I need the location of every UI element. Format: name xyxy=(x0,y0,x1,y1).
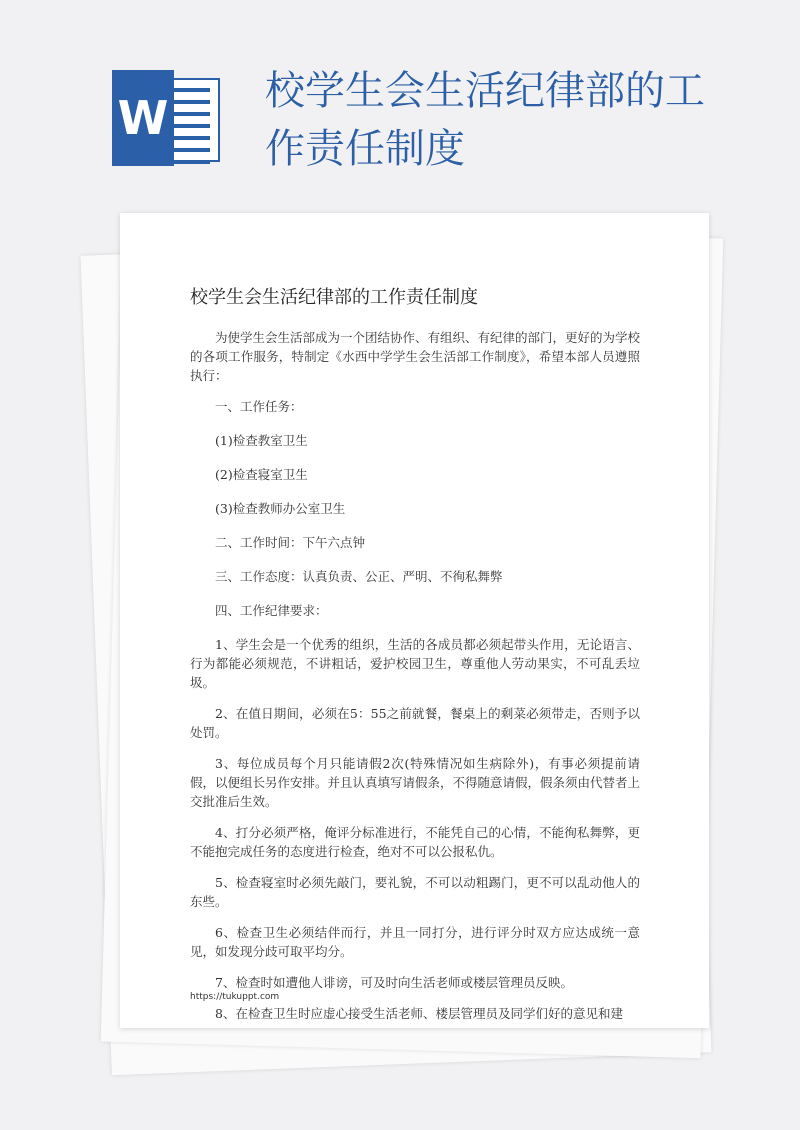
word-logo-letter: W xyxy=(112,70,174,166)
footer-url[interactable]: https://tukuppt.com xyxy=(190,992,280,1002)
paragraph: 1、学生会是一个优秀的组织，生活的各成员都必须起带头作用，无论语言、行为都能必须规范，不讲粗话，爱护校园卫生，尊重他人劳动果实，不可乱丢垃圾。 xyxy=(190,637,640,690)
paragraph: (2)检查寝室卫生 xyxy=(215,467,308,482)
paragraph: 5、检查寝室时必须先敲门，要礼貌，不可以动粗踢门，更不可以乱动他人的东些。 xyxy=(190,875,640,909)
paragraph: 为使学生会生活部成为一个团结协作、有组织、有纪律的部门，更好的为学校的各项工作服务，特制定《水西中学学生会生活部工作制度》，希望本部人员遵照执行： xyxy=(190,330,641,383)
paragraph: 三、工作态度：认真负责、公正、严明、不徇私舞弊 xyxy=(215,569,503,584)
document-body xyxy=(190,328,640,1035)
document-title: 校学生会生活纪律部的工作责任制度 xyxy=(190,287,478,308)
document-page xyxy=(120,213,709,1028)
word-document-icon xyxy=(112,70,222,166)
page-title: 校学生会生活纪律部的工作责任制度 xyxy=(265,68,705,172)
paragraph: (3)检查教师办公室卫生 xyxy=(215,501,346,516)
paragraph: 3、每位成员每个月只能请假2次(特殊情况如生病除外)，有事必须提前请假，以便组长另作安排。并且认真填写请假条，不得随意请假，假条须由代替者上交批准后生效。 xyxy=(190,756,641,809)
paragraph: 一、工作任务： xyxy=(215,399,303,414)
paragraph: 4、打分必须严格，俺评分标准进行，不能凭自己的心情，不能徇私舞弊，更不能抱完成任务的态度进行检查，绝对不可以公报私仇。 xyxy=(190,825,640,859)
paragraph: 8、在检查卫生时应虚心接受生活老师、楼层管理员及同学们好的意见和建 xyxy=(215,1006,623,1021)
paragraph: 7、检查时如遭他人诽谤，可及时向生活老师或楼层管理员反映。 xyxy=(215,975,573,990)
paragraph: 二、工作时间：下午六点钟 xyxy=(215,535,366,550)
paragraph: (1)检查教室卫生 xyxy=(215,433,308,448)
paragraph: 四、工作纪律要求： xyxy=(215,603,328,618)
paragraph: 2、在值日期间，必须在5：55之前就餐，餐桌上的剩菜必须带走，否则予以处罚。 xyxy=(190,706,640,740)
paragraph: 6、检查卫生必须结伴而行，并且一同打分，进行评分时双方应达成统一意见，如发现分歧可取平均分。 xyxy=(190,925,640,959)
